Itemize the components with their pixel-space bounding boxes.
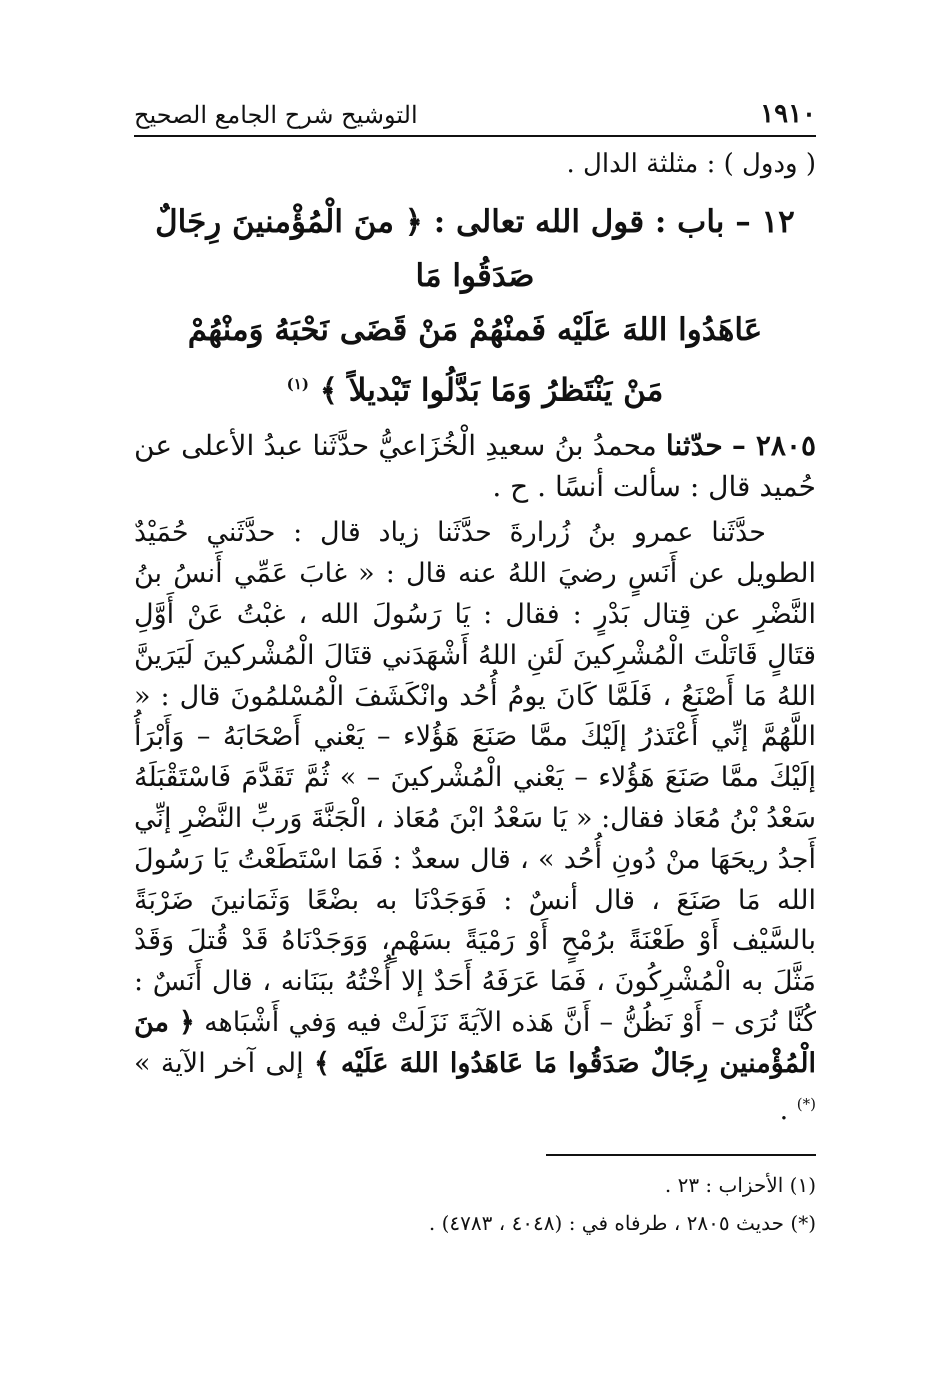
quran-verse: ﴿ منَ الْمُؤْمنين رِجَالٌ صَدَقُوا مَا عَاهَدُوا اللهَ عَلَيْه ﴾ bbox=[134, 1006, 816, 1079]
gloss-line: ( ودول ) : مثلثة الدال . bbox=[566, 149, 816, 179]
chapter-line-1: ١٢ – باب : قول الله تعالى : ﴿ منَ الْمُؤْمنينَ رِجَالٌ صَدَقُوا مَا bbox=[155, 204, 795, 294]
hadith-isnad-text: محمدُ بنُ سعيدِ الْخُزَاعيُّ حدَّثَنا عبدُ الأعلى عن حُميد قال : سألت أنسًا . ح . bbox=[134, 429, 816, 504]
footnote-marker-star[interactable]: (*) bbox=[796, 1095, 816, 1114]
hadith-body-text: حدَّثَنا عمرو بنُ زُرارةَ حدَّثَنا زياد قال : حدَّثَني حُمَيْدٌ الطويل عن أَنَسٍ رضيَ اللهُ عنه قال : « غابَ عَمِّي أَنسُ بنُ النَّضْرِ عن قِتال بَدْرٍ : فقال : يَا رَسُولَ الله ، غبْتُ عَنْ أَوَّلِ قتَالٍ قَاتَلْتَ الْمُشْرِكينَ لَئنِ اللهُ أَشْهَدَني قتَالَ الْمُشْركينَ لَيَرَينَّ اللهُ مَا أَصْنَعُ ، فَلَمَّا كَانَ يومُ أُحُد وانْكَشَفَ الْمُسْلمُونَ قال : « اللَّهُمَّ إنِّي أَعْتَذرُ إلَيْكَ ممَّا صَنَعَ هَؤُلاء – يَعْني أَصْحَابَهُ – وَأَبْرَأُ إلَيْكَ ممَّا صَنَعَ هَؤُلاء – يَعْني الْمُشْركينَ – » ثُمَّ تَقَدَّمَ فَاسْتَقْبَلَهُ سَعْدُ بْنُ مُعَاذ فقال: « يَا سَعْدُ ابْنَ مُعَاذ ، الْجَنَّةَ وَربِّ النَّضْرِ إنِّي أَجدُ ريحَهَا منْ دُونِ أُحُد » ، قال سعدٌ : فَمَا اسْتَطَعْتُ يَا رَسُولَ الله مَا صَنَعَ ، قال أنسٌ : فَوَجَدْنَا به بضْعًا وَثَمَانينَ ضَرْبَةً بالسَّيْف أَوْ طَعْنَةً برُمْحٍ أَوْ رَمْيَةً بسَهْمٍ، وَوَجَدْنَاهُ قَدْ قُتلَ وَقَدْ مَثَّلَ به الْمُشْرِكُونَ ، فَمَا عَرَفَهُ أَحَدٌ إلا أُخْتُهُ ببَنَانه ، قال أَنَسٌ : كُنَّا نُرَى – أَوْ نَظُنُّ – أَنَّ هَذه الآيَةَ نَزَلَتْ فيه وَفي أَشْبَاهه bbox=[134, 517, 817, 1038]
footnote-marker-1[interactable]: (١) bbox=[286, 375, 309, 393]
hadith-end-mark: . bbox=[779, 1095, 789, 1127]
chapter-line-2: عَاهَدُوا اللهَ عَلَيْه فَمنْهُمْ مَنْ قَضَى نَحْبَهُ وَمنْهُمْ bbox=[187, 312, 763, 348]
chapter-heading bbox=[134, 195, 816, 417]
hadith-number: ٢٨٠٥ – bbox=[731, 429, 817, 463]
hadith-lead: حدّثنا bbox=[665, 429, 723, 463]
book-page bbox=[134, 85, 816, 1242]
footnotes bbox=[134, 1166, 816, 1242]
running-header bbox=[134, 85, 816, 137]
footnote-1: (١) الأحزاب : ٢٣ . bbox=[664, 1173, 816, 1198]
hadith-isnad bbox=[134, 425, 816, 507]
footnote-divider bbox=[546, 1154, 816, 1156]
book-title: التوشيح شرح الجامع الصحيح bbox=[134, 101, 418, 129]
page-number: ١٩١٠ bbox=[760, 99, 816, 129]
hadith-body-end: إلى آخر الآية » bbox=[134, 1047, 304, 1079]
chapter-line-3 bbox=[134, 357, 816, 417]
chapter-line-3-text: مَنْ يَنْتَظرُ وَمَا بَدَّلُوا تَبْديلاً ﴾ bbox=[319, 372, 664, 409]
footnote-star: (*) حديث ٢٨٠٥ ، طرفاه في : (٤٠٤٨ ، ٤٧٨٣) . bbox=[428, 1211, 816, 1236]
hadith-body bbox=[134, 513, 816, 1132]
